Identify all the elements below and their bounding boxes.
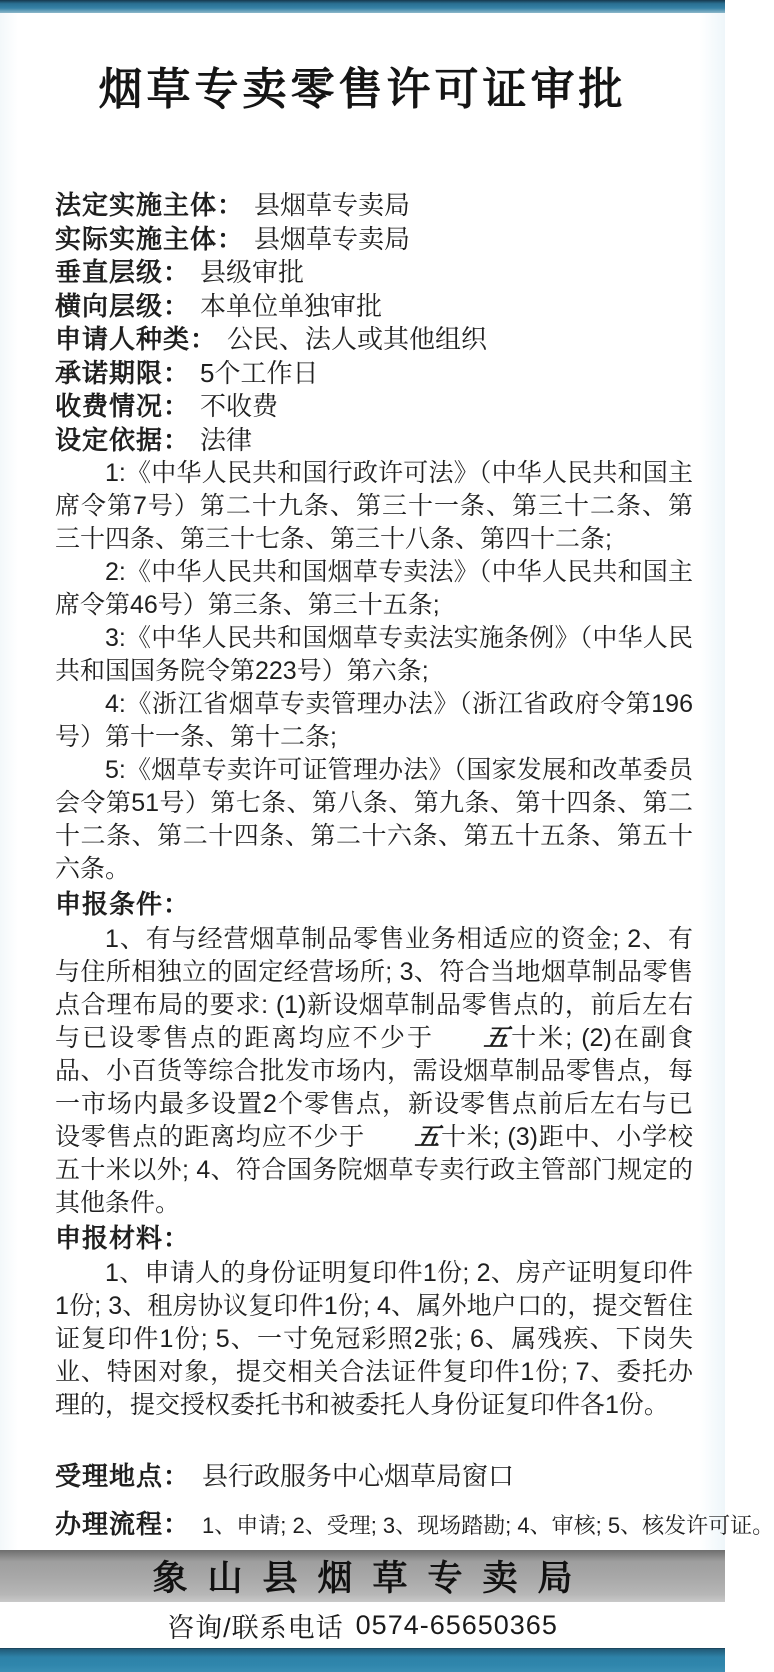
field-value: 法律 (200, 424, 253, 455)
bottom-teal-border (0, 1648, 725, 1672)
acceptance-location-row (55, 1452, 693, 1500)
field-label: 法定实施主体： (55, 190, 245, 220)
field-label: 垂直层级： (55, 257, 191, 287)
field-value: 县级审批 (200, 257, 305, 287)
field-value: 不收费 (200, 391, 279, 421)
field-label: 横向层级： (55, 290, 191, 321)
field-row-horizontal-level (55, 290, 693, 324)
field-row-promised-period (55, 357, 693, 391)
field-row-actual-entity (55, 223, 693, 257)
conditions-section (55, 886, 693, 1220)
document-body (0, 117, 774, 1550)
document-footer (0, 1550, 725, 1672)
field-row-applicant-type (55, 323, 693, 357)
legal-basis-item: 3:《中华人民共和国烟草专卖法实施条例》（中华人民共和国国务院令第223号）第六条; (55, 624, 693, 685)
legal-basis-item: 2:《中华人民共和国烟草专卖法》（中华人民共和国主席令第46号）第三条、第三十五条; (55, 558, 693, 619)
field-label: 实际实施主体： (55, 223, 245, 254)
page-title: 烟草专卖零售许可证审批 (98, 65, 627, 114)
contact-phone-row (0, 1602, 725, 1648)
field-label: 设定依据： (55, 424, 191, 455)
field-value: 本单位单独审批 (200, 290, 383, 321)
materials-section (55, 1220, 693, 1422)
process-flow-value: 1、申请; 2、受理; 3、现场踏勘; 4、审核; 5、核发许可证。 (202, 1513, 774, 1538)
contact-phone-label: 咨询/联系电话 (167, 1612, 344, 1643)
field-value: 县烟草专卖局 (254, 190, 411, 220)
process-flow-row (55, 1500, 774, 1550)
materials-text: 1、申请人的身份证明复印件1份; 2、房产证明复印件1份; 3、租房协议复印件1份; 4、属外地户口的，提交暂住证复印件1份; 5、一寸免冠彩照2张; 6、属残疾、下岗失业、特困对象，提交相关合法证件复印件1份; 7、委托办理的，提交授权委托书和被委托人身份证复印件各1份。 (55, 1259, 693, 1419)
legal-basis-item: 5:《烟草专卖许可证管理办法》（国家发展和改革委员会令第51号）第七条、第八条、第九条、第十四条、第二十二条、第二十四条、第二十六条、第五十五条、第五十六条。 (55, 756, 693, 883)
field-value: 县烟草专卖局 (254, 223, 411, 254)
process-flow-label: 办理流程： (55, 1509, 191, 1539)
field-value: 5个工作日 (200, 357, 319, 388)
field-label: 申请人种类： (55, 324, 218, 354)
fields-list (55, 189, 693, 457)
legal-basis-item: 4:《浙江省烟草专卖管理办法》（浙江省政府令第196号）第十一条、第十二条; (55, 690, 693, 751)
top-teal-border (0, 0, 725, 13)
acceptance-location-label: 受理地点： (55, 1461, 191, 1491)
agency-banner (0, 1550, 725, 1602)
conditions-heading: 申报条件： (55, 889, 191, 919)
handling-info (55, 1452, 774, 1550)
legal-basis-item: 1:《中华人民共和国行政许可法》（中华人民共和国主席令第7号）第二十九条、第三十一条、第三十二条、第三十四条、第三十七条、第三十八条、第四十二条; (55, 459, 693, 553)
field-row-legal-basis (55, 424, 693, 458)
field-row-vertical-level (55, 256, 693, 290)
legal-basis-list (55, 457, 693, 886)
materials-heading: 申报材料： (55, 1223, 191, 1253)
field-value: 公民、法人或其他组织 (227, 324, 488, 354)
field-label: 收费情况： (55, 391, 191, 421)
acceptance-location-value: 县行政服务中心烟草局窗口 (202, 1461, 515, 1491)
field-row-legal-entity (55, 189, 693, 223)
agency-name: 象山县烟草专卖局 (152, 1559, 593, 1598)
field-row-fees (55, 390, 693, 424)
field-label: 承诺期限： (55, 357, 191, 388)
contact-phone-number: 0574-65650365 (355, 1609, 558, 1640)
conditions-text: 1、有与经营烟草制品零售业务相适应的资金; 2、有与住所相独立的固定经营场所; 3、符合当地烟草制品零售点合理布局的要求: (1)新设烟草制品零售点的，前后左右与已设零售点的距离均应不少于 五十米; (2)在副食品、小百货等综合批发市场内，需设烟草制品零售点，每一市场内最多设置2个零售点，新设零售点前后左右与已设零售点的距离均应不少于 五十米; (3)距中、小学校五十米以外; 4、符合国务院烟草专卖行政主管部门规定的其他条件。 (55, 925, 693, 1217)
